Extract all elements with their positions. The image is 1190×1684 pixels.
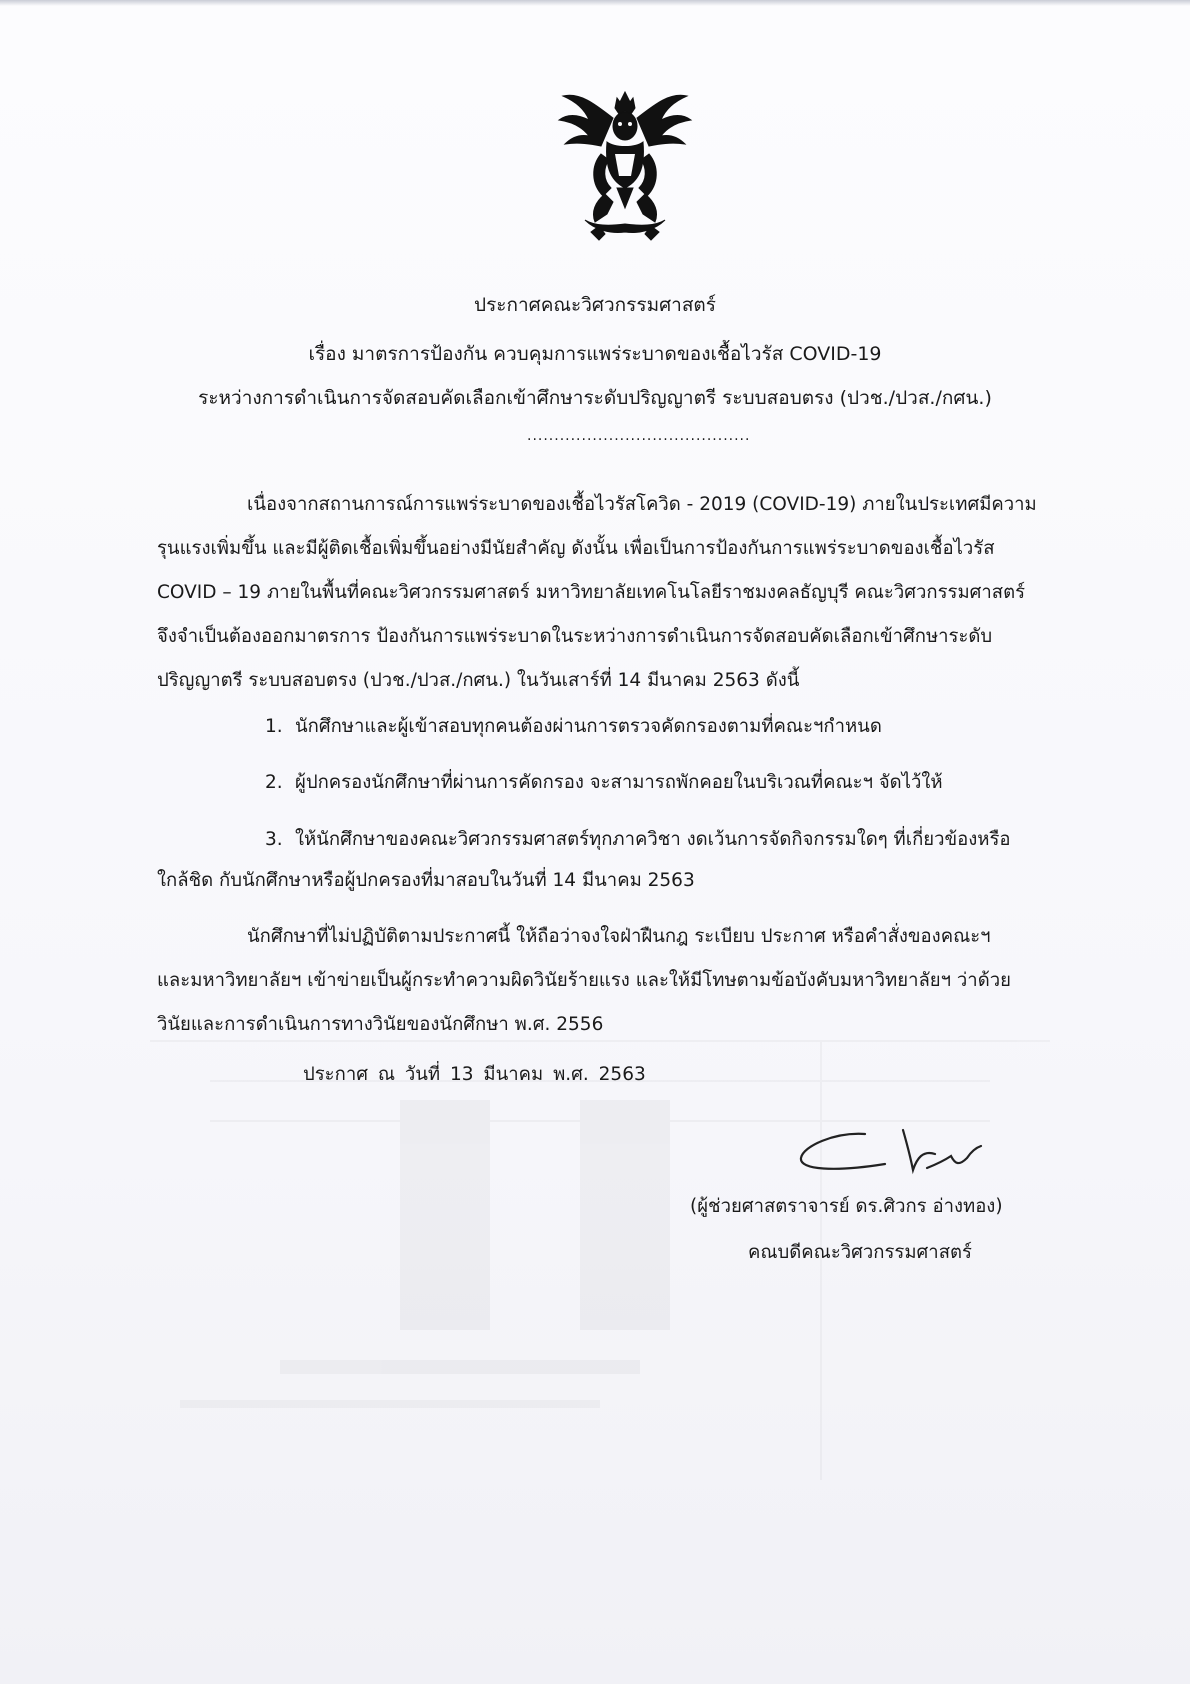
list-item-number: 3.	[265, 829, 283, 850]
list-item-text: นักศึกษาและผู้เข้าสอบทุกคนต้องผ่านการตรวจคัดกรองตามที่คณะฯกำหนด	[295, 716, 882, 737]
document-title: ประกาศคณะวิศวกรรมศาสตร์	[474, 294, 716, 316]
bleed-through-shadow	[150, 1040, 1050, 1520]
list-item-1	[265, 712, 882, 741]
handwritten-signature	[795, 1120, 1025, 1190]
list-item-number: 1.	[265, 716, 283, 737]
paragraph-1-line-2: รุนแรงเพิ่มขึ้น และมีผู้ติดเชื้อเพิ่มขึ้นอย่างมีนัยสำคัญ ดังนั้น เพื่อเป็นการป้องกันการแพร่ระบาดของเชื้อไวรัส	[157, 538, 995, 559]
document-subject: เรื่อง มาตรการป้องกัน ควบคุมการแพร่ระบาดของเชื้อไวรัส COVID-19	[308, 343, 882, 365]
document-subject-continued: ระหว่างการดำเนินการจัดสอบคัดเลือกเข้าศึกษาระดับปริญญาตรี ระบบสอบตรง (ปวช./ปวส./กศน.)	[198, 387, 992, 409]
signer-name: (ผู้ช่วยศาสตราจารย์ ดร.ศิวกร อ่างทอง)	[690, 1196, 1003, 1217]
list-item-3-continued: ใกล้ชิด กับนักศึกษาหรือผู้ปกครองที่มาสอบในวันที่ 14 มีนาคม 2563	[157, 870, 695, 891]
paragraph-1-line-4: จึงจำเป็นต้องออกมาตรการ ป้องกันการแพร่ระบาดในระหว่างการดำเนินการจัดสอบคัดเลือกเข้าศึกษาระดับ	[157, 626, 993, 647]
scan-edge	[0, 0, 1190, 6]
announcement-date: ประกาศ ณ วันที่ 13 มีนาคม พ.ศ. 2563	[303, 1064, 646, 1085]
paragraph-1-line-1: เนื่องจากสถานการณ์การแพร่ระบาดของเชื้อไวรัสโควิด - 2019 (COVID-19) ภายในประเทศมีความ	[247, 494, 1037, 515]
paragraph-2-line-2: และมหาวิทยาลัยฯ เข้าข่ายเป็นผู้กระทำความผิดวินัยร้ายแรง และให้มีโทษตามข้อบังคับมหาวิทยาลัยฯ ว่าด้วย	[157, 970, 1011, 991]
garuda-emblem-icon	[555, 84, 695, 244]
list-item-text: ผู้ปกครองนักศึกษาที่ผ่านการคัดกรอง จะสามารถพักคอยในบริเวณที่คณะฯ จัดไว้ให้	[295, 772, 943, 793]
list-item-text: ให้นักศึกษาของคณะวิศวกรรมศาสตร์ทุกภาควิชา งดเว้นการจัดกิจกรรมใดๆ ที่เกี่ยวข้องหรือ	[295, 829, 1011, 850]
paragraph-1-line-3: COVID – 19 ภายในพื้นที่คณะวิศวกรรมศาสตร์ มหาวิทยาลัยเทคโนโลยีราชมงคลธัญบุรี คณะวิศวกรรมศาสตร์	[157, 582, 1026, 603]
paragraph-1-line-5: ปริญญาตรี ระบบสอบตรง (ปวช./ปวส./กศน.) ในวันเสาร์ที่ 14 มีนาคม 2563 ดังนี้	[157, 670, 800, 691]
list-item-number: 2.	[265, 772, 283, 793]
separator-dots: .........................................	[527, 428, 751, 444]
list-item-2	[265, 768, 943, 797]
paragraph-2-line-1: นักศึกษาที่ไม่ปฏิบัติตามประกาศนี้ ให้ถือว่าจงใจฝ่าฝืนกฎ ระเบียบ ประกาศ หรือคำสั่งของคณะฯ	[247, 926, 991, 947]
paragraph-2-line-3: วินัยและการดำเนินการทางวินัยของนักศึกษา พ.ศ. 2556	[157, 1014, 604, 1035]
signer-title: คณบดีคณะวิศวกรรมศาสตร์	[748, 1242, 972, 1263]
list-item-3	[265, 825, 1011, 854]
